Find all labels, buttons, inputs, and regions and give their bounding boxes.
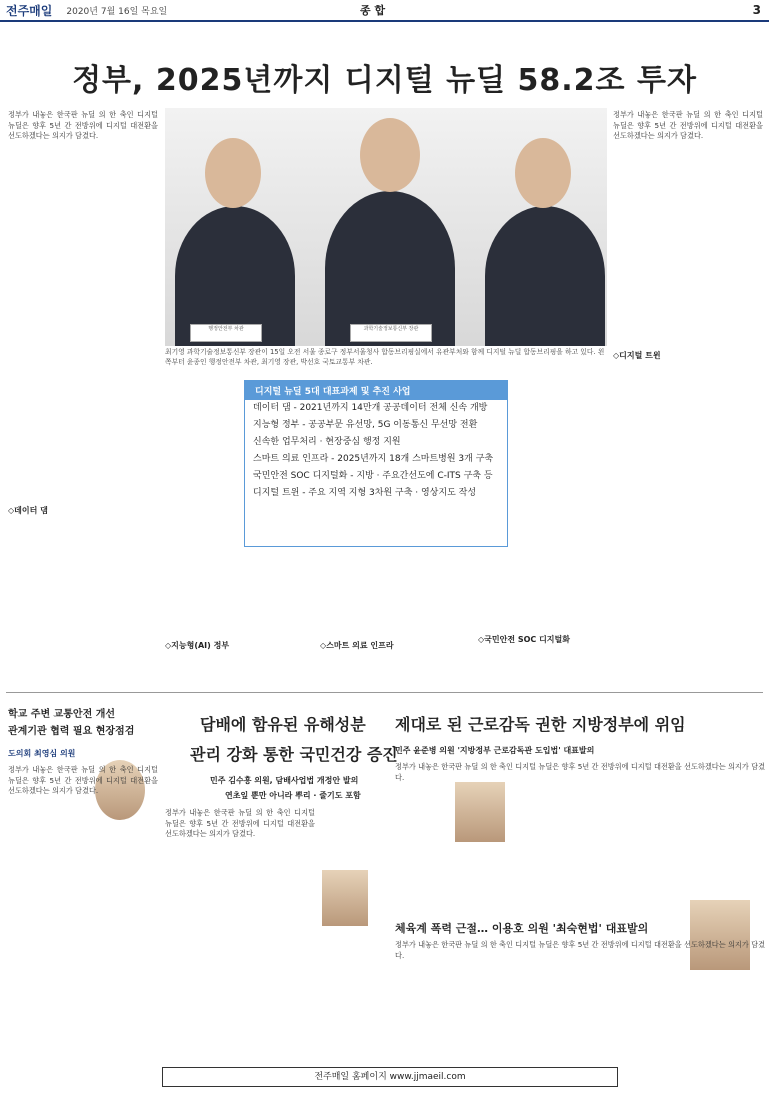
subhead-smart-med: ◇스마트 의료 인프라	[320, 641, 394, 650]
article-title: 담배에 함유된 유해성분	[200, 715, 366, 734]
body-column: 정부가 내놓은 한국판 뉴딜 의 한 축인 디지털 뉴딜은 향후 5년 간 전방위에 디지털 대전환을 선도하겠다는 의지가 담겼다.	[8, 765, 158, 796]
subhead-smart-gov: ◇지능형(AI) 정부	[165, 641, 230, 650]
nameplate: 과학기술정보통신부 장관	[350, 324, 432, 342]
article-title: 학교 주변 교통안전 개선	[8, 709, 116, 720]
section-divider	[6, 692, 763, 693]
subhead-soc: ◇국민안전 SOC 디지털화	[478, 635, 570, 644]
box-title: 디지털 뉴딜 5대 대표과제 및 추진 사업	[245, 381, 507, 400]
key-projects-box	[244, 380, 508, 547]
legislator-photo	[322, 870, 368, 926]
masthead-logo: 전주매일	[6, 3, 53, 18]
issue-date: 2020년 7월 16일 목요일	[66, 6, 168, 17]
photo-caption: 최기영 과학기술정보통신부 장관이 15일 오전 서울 종로구 정부서울청사 합동브리핑실에서 유관부처와 함께 디지털 뉴딜 합동브리핑을 하고 있다. 왼쪽부터 윤종인 행정안전부 차관, 최기영 장관, 박선호 국토교통부 차관.	[165, 348, 605, 366]
main-headline: 정부, 2025년까지 디지털 뉴딜 58.2조 투자	[72, 63, 697, 98]
box-item: 데이터 댐 - 2021년까지 14만개 공공데이터 전체 신속 개방	[253, 403, 488, 413]
homepage-banner: 전주매일 홈페이지 www.jjmaeil.com	[162, 1067, 618, 1087]
page-header	[0, 0, 769, 22]
article-subtitle: 연초잎 뿐만 아니라 뿌리 · 줄기도 포함	[225, 791, 361, 800]
box-item: 디지털 트윈 - 주요 지역 지형 3차원 구축 · 영상지도 작성	[253, 488, 477, 498]
page-number: 3	[752, 3, 761, 17]
article-subtitle: 민주 윤준병 의원 '지방정부 근로감독관 도입법' 대표발의	[395, 746, 595, 755]
box-item: 지능형 정부 - 공공부문 유선망, 5G 이동통신 무선망 전환	[253, 420, 478, 430]
subhead-twin: ◇디지털 트윈	[613, 351, 661, 360]
article-title: 체육계 폭력 근절… 이용호 의원 '최숙현법' 대표발의	[395, 922, 649, 935]
body-column: 정부가 내놓은 한국판 뉴딜 의 한 축인 디지털 뉴딜은 향후 5년 간 전방위에 디지털 대전환을 선도하겠다는 의지가 담겼다.	[165, 808, 315, 839]
body-column-left: 정부가 내놓은 한국판 뉴딜 의 한 축인 디지털 뉴딜은 향후 5년 간 전방위에 디지털 대전환을 선도하겠다는 의지가 담겼다.	[8, 110, 158, 141]
section-label: 종 합	[360, 4, 386, 17]
article-title: 제대로 된 근로감독 권한 지방정부에 위임	[395, 715, 686, 734]
article-byline: 도의회 최영심 의원	[8, 749, 76, 758]
subhead-data-dam: ◇데이터 댐	[8, 506, 48, 515]
article-title-line2: 관계기관 협력 필요 현장점검	[8, 726, 135, 737]
body-column: 정부가 내놓은 한국판 뉴딜 의 한 축인 디지털 뉴딜은 향후 5년 간 전방위에 디지털 대전환을 선도하겠다는 의지가 담겼다.	[395, 762, 765, 782]
box-item: 스마트 의료 인프라 - 2025년까지 18개 스마트병원 3개 구축	[253, 454, 494, 464]
article-title-line2: 관리 강화 통한 국민건강 증진	[190, 745, 398, 764]
briefing-photo	[165, 108, 607, 346]
body-column-right: 정부가 내놓은 한국판 뉴딜 의 한 축인 디지털 뉴딜은 향후 5년 간 전방위에 디지털 대전환을 선도하겠다는 의지가 담겼다.	[613, 110, 763, 141]
box-item: 국민안전 SOC 디지털화 - 지방 · 주요간선도에 C-ITS 구축 등	[253, 471, 493, 481]
body-column: 정부가 내놓은 한국판 뉴딜 의 한 축인 디지털 뉴딜은 향후 5년 간 전방위에 디지털 대전환을 선도하겠다는 의지가 담겼다.	[395, 940, 765, 960]
nameplate: 행정안전부 차관	[190, 324, 262, 342]
article-subtitle: 민주 김수흥 의원, 담배사업법 개정안 발의	[210, 776, 359, 785]
box-item: 신속한 업무처리 · 현장중심 행정 지원	[253, 437, 401, 447]
